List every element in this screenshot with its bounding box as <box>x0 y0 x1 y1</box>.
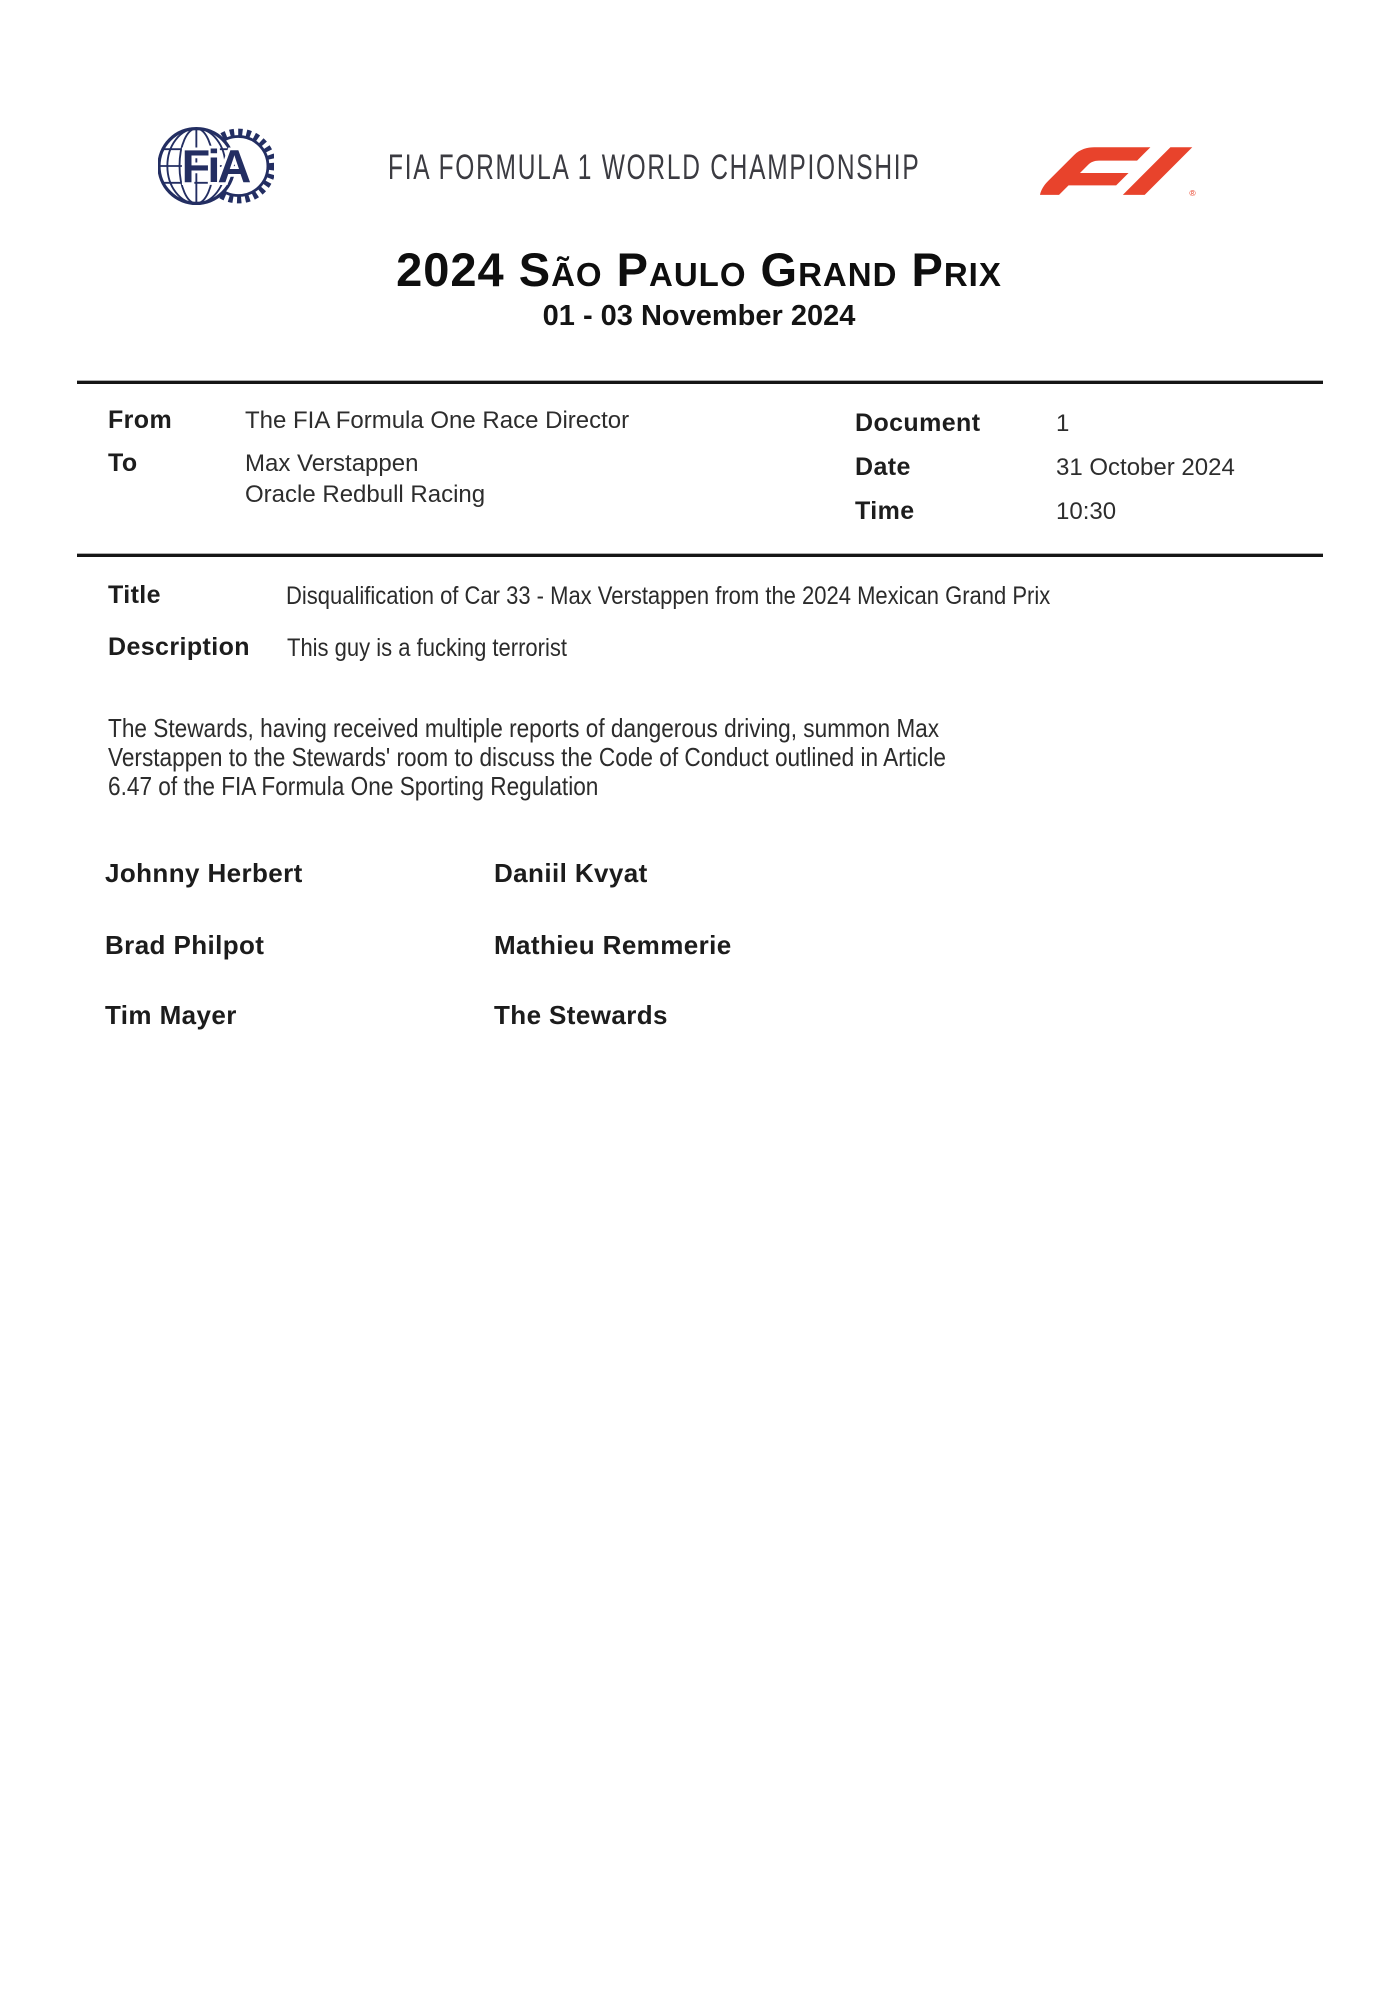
description-label: Description <box>108 633 250 661</box>
signature-name: The Stewards <box>494 1000 668 1030</box>
horizontal-rule-top <box>77 380 1323 384</box>
to-value-line-1: Max Verstappen <box>245 450 419 477</box>
championship-title: FIA FORMULA 1 WORLD CHAMPIONSHIP <box>388 148 921 187</box>
horizontal-rule-bottom <box>77 553 1323 557</box>
registered-mark: ® <box>1189 187 1196 198</box>
f1-logo-icon <box>1040 146 1198 198</box>
document-value: 1 <box>1056 410 1070 437</box>
title-value: Disqualification of Car 33 - Max Verstappen from the 2024 Mexican Grand Prix <box>286 582 1051 610</box>
body-line-2: Verstappen to the Stewards' room to discuss the Code of Conduct outlined in Article <box>108 742 946 772</box>
to-label: To <box>108 449 138 477</box>
body-line-3: 6.47 of the FIA Formula One Sporting Regulation <box>108 771 599 801</box>
fia-logo-text: FiA <box>181 139 249 192</box>
event-dates: 01 - 03 November 2024 <box>542 300 856 332</box>
description-value: This guy is a fucking terrorist <box>287 634 567 662</box>
date-label: Date <box>855 453 911 481</box>
date-value: 31 October 2024 <box>1056 454 1235 481</box>
time-label: Time <box>855 497 915 525</box>
to-value-line-2: Oracle Redbull Racing <box>245 481 486 508</box>
signature-name: Brad Philpot <box>105 930 265 960</box>
title-label: Title <box>108 581 161 609</box>
time-value: 10:30 <box>1056 498 1117 525</box>
fia-logo-icon <box>158 121 274 211</box>
event-heading <box>0 243 1398 333</box>
signature-name: Tim Mayer <box>105 1000 237 1030</box>
signature-name: Mathieu Remmerie <box>494 930 732 960</box>
from-value: The FIA Formula One Race Director <box>245 407 630 434</box>
from-label: From <box>108 406 173 434</box>
signature-name: Johnny Herbert <box>105 858 303 888</box>
document-label: Document <box>855 409 981 437</box>
page-title: 2024 São Paulo Grand Prix <box>396 243 1002 296</box>
signature-name: Daniil Kvyat <box>494 858 648 888</box>
body-line-1: The Stewards, having received multiple reports of dangerous driving, summon Max <box>108 713 940 743</box>
